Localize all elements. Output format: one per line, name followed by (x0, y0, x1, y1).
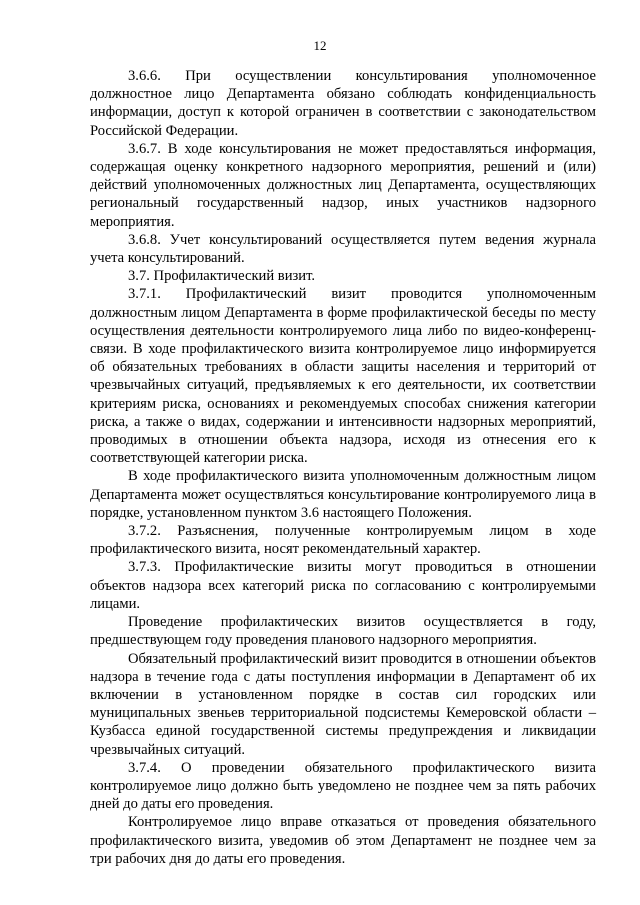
paragraph-consulting-during-visit: В ходе профилактического визита уполномоченным должностным лицом Департамента может осуществляться консультирование контролируемого лица в порядке, установленном пунктом 3.6 настоящего Положения. (90, 468, 596, 521)
paragraph-3-7-1: 3.7.1. Профилактический визит проводится уполномоченным должностным лицом Департамента в форме профилактической беседы по месту осуществления деятельности контролируемого лица либо по видео-конференц-связи. В ходе профилактического визита контролируемое лицо информируется об обязательных требованиях в области защиты населения и территорий от чрезвычайных ситуаций, предъявляемых к его деятельности, их соответствии критериям риска, основаниях и рекомендуемых способах снижения категории риска, а также о видах, содержании и интенсивности надзорных мероприятий, проводимых в отношении объекта надзора, исходя из отнесения его к соответствующей категории риска. (90, 286, 596, 467)
paragraph-3-7-2: 3.7.2. Разъяснения, полученные контролируемым лицом в ходе профилактического визита, носят рекомендательный характер. (90, 523, 596, 558)
paragraph-visit-timing: Проведение профилактических визитов осуществляется в году, предшествующем году проведения планового надзорного мероприятия. (90, 614, 596, 649)
section-heading-3-7: 3.7. Профилактический визит. (128, 268, 316, 285)
paragraph-refusal: Контролируемое лицо вправе отказаться от проведения обязательного профилактического визита, уведомив об этом Департамент не позднее чем за три рабочих дня до даты его проведения. (90, 814, 596, 867)
paragraph-3-6-8: 3.6.8. Учет консультирований осуществляется путем ведения журнала учета консультирований. (90, 231, 596, 267)
paragraph-3-6-7: 3.6.7. В ходе консультирования не может предоставляться информация, содержащая оценку конкретного надзорного мероприятия, решений и (или) действий уполномоченных должностных лиц Департамента, осуществляющих региональный государственный надзор, иных участников надзорного мероприятия. (90, 140, 596, 230)
paragraph-3-6-6: 3.6.6. При осуществлении консультирования уполномоченное должностное лицо Департамента обязано соблюдать конфиденциальность информации, доступ к которой ограничен в соответствии с законодательством Российской Федерации. (90, 68, 596, 139)
paragraph-3-7-4: 3.7.4. О проведении обязательного профилактического визита контролируемое лицо должно быть уведомлено не позднее чем за пять рабочих дней до даты его проведения. (90, 759, 596, 813)
page-number: 12 (313, 38, 327, 53)
paragraph-3-7-3: 3.7.3. Профилактические визиты могут проводиться в отношении объектов надзора всех категорий риска по согласованию с контролируемыми лицами. (90, 559, 596, 612)
document-body (90, 67, 596, 868)
paragraph-mandatory-visit: Обязательный профилактический визит проводится в отношении объектов надзора в течение года с даты поступления информации в Департамент об их включении в установленном порядке в состав сил городских или муниципальных звеньев территориальной подсистемы Кемеровской области – Кузбасса единой государственной системы предупреждения и ликвидации чрезвычайных ситуаций. (90, 650, 596, 758)
